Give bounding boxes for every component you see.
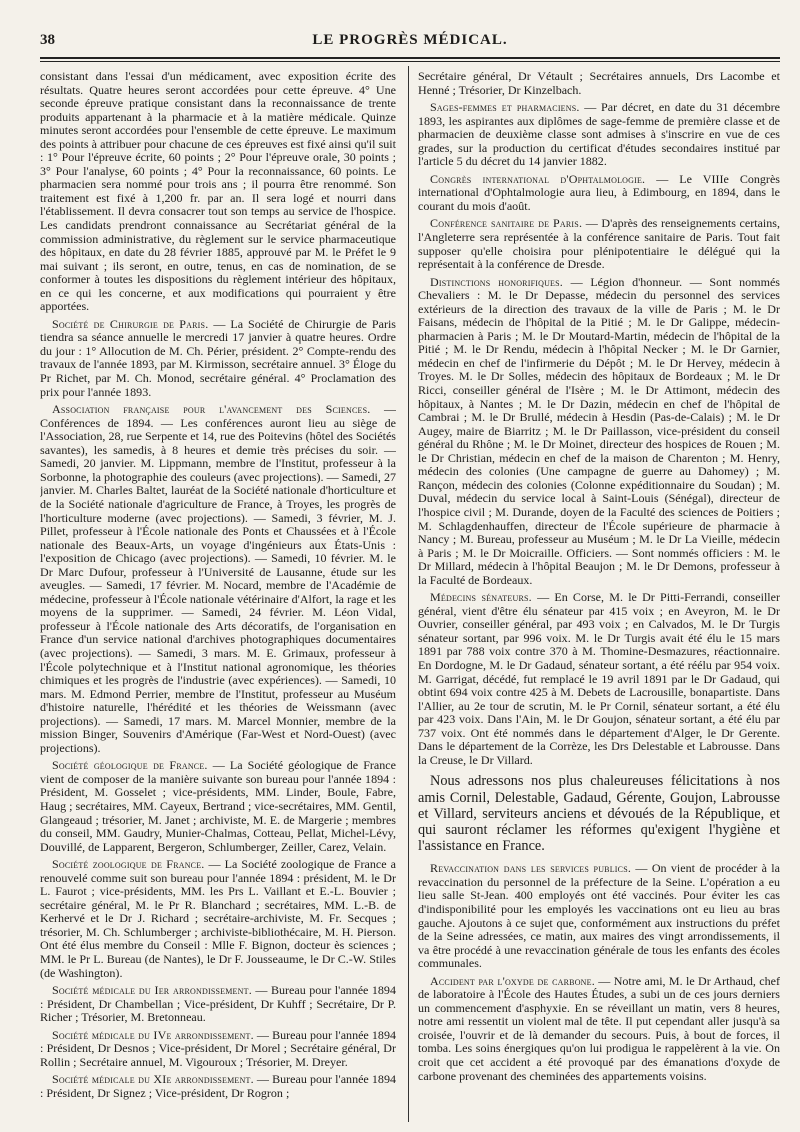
article-heading: Société médicale du XIe arrondissement. (52, 1072, 254, 1087)
column-divider (408, 66, 409, 1122)
article (418, 276, 780, 588)
article-body: — Bureau pour l'année 1894 : Président, Dr Chambellan ; Vice-président, Dr Kuhff ; Secrétaire, Dr P. Richer ; Trésorier, M. Bretonneau. (40, 983, 396, 1025)
article (40, 403, 396, 755)
article-heading: Sages-femmes et pharmaciens. (430, 100, 580, 115)
article-body: — Par décret, en date du 31 décembre 1893, les aspirantes aux diplômes de sage-femme de première classe et de pharmacien de deuxième classe sont admises à s'inscrire en vue de ces grades, sur la production du certificat d'études secondaires institué par l'article 5 du décret du 14 janvier 1882. (418, 100, 780, 169)
article (40, 70, 396, 314)
article-heading: Association française pour l'avancement des Sciences. (52, 402, 371, 417)
article (418, 70, 780, 97)
article-body: — Le VIIIe Congrès international d'Ophtalmologie aura lieu, à Edimbourg, en 1894, dans le courant du mois d'août. (418, 171, 780, 213)
article-body: — La Société géologique de France vient de composer de la manière suivante son bureau pour l'année 1894 : Président, M. Gosselet ; vice-présidents, MM. Linder, Boule, Fabre, Haug ; secrétaires, MM. Cayeux, Bertrand ; vice-secrétaires, MM. Gentil, Glangeaud ; trésorier, M. Janet ; archiviste, M. E. de Margerie ; membres du conseil, MM. Gaudry, Munier-Chalmas, Cotteau, Pellat, Michel-Lévy, Douvillé, de Lapparent, Bergeron, Schlumberger, Zeiller, Carez, Velain. (40, 758, 396, 854)
article (418, 173, 780, 214)
article-heading: Société médicale du Ier arrondissement. (52, 983, 252, 998)
article-heading: Société zoologique de France. (52, 857, 205, 872)
article-heading: Accident par l'oxyde de carbone. (430, 973, 595, 988)
article-heading: Distinctions honorifiques. (430, 274, 563, 289)
article-body: Nous adressons nos plus chaleureuses félicitations à nos amis Cornil, Delestable, Gadaud, Gérente, Goujon, Labrousse et Villard, serviteurs anciens et dévoués de la République, et qui sauront réclamer les réformes qu'exigent l'hygiène et l'assistance en France. (418, 773, 780, 855)
article (418, 975, 780, 1083)
right-column (418, 70, 780, 1120)
article (418, 217, 780, 271)
article-heading: Conférence sanitaire de Paris. (430, 216, 583, 231)
left-column (40, 70, 396, 1120)
article (418, 591, 780, 767)
article-body: — Bureau pour l'année 1894 : Président, Dr Desnos ; Vice-président, Dr Morel ; Secrétaire général, Dr Rollin ; Secrétaire annuel, M. Vigouroux ; Trésorier, M. Dreyer. (40, 1027, 396, 1069)
article-body: — Bureau pour l'année 1894 : Président, Dr Signez ; Vice-président, Dr Rogron ; (40, 1072, 396, 1100)
article (40, 1073, 396, 1100)
journal-title: LE PROGRÈS MÉDICAL. (312, 32, 508, 48)
article-body: — Conférences de 1894. — Les conférences auront lieu au siège de l'Association, 28, rue Serpente et 14, rue des Poitevins (hôtel des Sociétés savantes), les samedis, à 8 heures et demie très précises du soir. — Samedi, 20 janvier. M. Lippmann, membre de l'Institut, professeur à la Sorbonne, la photographie des couleurs (avec projections). — Samedi, 27 janvier. M. Charles Baltet, lauréat de la Société nationale d'horticulture et de la Société nationale d'agriculture de France, à Troyes, les progrès de l'horticulture moderne (avec projections). — Samedi, 3 février, M. J. Pillet, professeur à l'École nationale des Ponts et Chaussées et à l'École nationale des Beaux-Arts, un voyage d'ingénieurs aux États-Unis : l'exposition de Chicago (avec projections). — Samedi, 10 février. M. le Dr Marc Dufour, professeur à l'Université de Lausanne, étude sur les aveugles. — Samedi, 17 février. M. Nocard, membre de l'Académie de médecine, professeur à l'École nationale vétérinaire d'Alfort, la rage et les moyens de la supprimer. — Samedi, 24 février. M. Léon Vidal, professeur à l'École nationale des Arts décoratifs, de l'organisation en France d'un service national d'archives photographiques documentaires (avec projections). — Samedi, 3 mars. M. E. Grimaux, professeur à l'École polytechnique et à l'Institut national agronomique, les théories chimiques et les progrès de l'industrie (avec expériences). — Samedi, 10 mars. M. Edmond Perrier, membre de l'Institut, professeur au Muséum d'histoire naturelle, l'hérédité et les théories de Weissmann (avec projections). — Samedi, 17 mars. M. Marcel Monnier, membre de la mission Binger, Souvenirs d'Amérique (Far-West et Nord-Ouest) (avec projections). (40, 402, 396, 755)
header-rule-thin (40, 61, 780, 62)
article (418, 862, 780, 970)
article (40, 1029, 396, 1070)
article-heading: Revaccination dans les services publics. (430, 861, 632, 876)
article-body: — La Société zoologique de France a renouvelé comme suit son bureau pour l'année 1894 : président, M. le Dr L. Faurot ; vice-présidents, MM. les Prs L. Vaillant et E.-L. Bouvier ; secrétaire général, M. le Pr R. Blanchard ; secrétaires, MM. L.-B. de Kerhervé et le Dr J. Richard ; secrétaire-archiviste, M. Fr. Secques ; trésorier, M. Ch. Schlumberger ; archiviste-bibliothécaire, M. H. Pierson. Ont été élus membre du Conseil : Mlle F. Bignon, docteur ès sciences ; MM. le Pr L. Bureau (de Nantes), le Dr F. Jousseaume, le Dr C.-W. Stiles (de Washington). (40, 857, 396, 980)
article-heading: Société géologique de France. (52, 758, 208, 773)
article-body: — Légion d'honneur. — Sont nommés Chevaliers : M. le Dr Depasse, médecin du personnel des services extérieurs de la direction des travaux de la ville de Paris ; M. le Dr Faisans, médecin de l'hôpital de la Pitié ; M. le Dr Galippe, médecin-pharmacien à Paris ; M. le Dr Moutard-Martin, médecin de l'hôpital de la Pitié ; M. le Dr Rendu, médecin à l'hôpital Necker ; M. le Dr Garnier, médecin en chef de l'infirmerie du Dépôt ; M. le Dr Hervey, médecin à Troyes. M. le Dr Solles, médecin des hôpitaux de Bordeaux ; M. le Dr Ricci, conseiller général de l'Isère ; M. le Dr Attimont, médecin des hôpitaux, à Nantes ; M. le Dr Dazin, médecin en chef de l'hôpital de Cambrai ; M. le Dr Brullé, médecin à Hesdin (Pas-de-Calais) ; M. le Dr Augey, maire de Biarritz ; M. le Dr Paillasson, vice-président du conseil général du Rhône ; M. le Dr Moinet, directeur des hospices de Rouen ; M. le Dr Christian, médecin en chef de la maison de Charenton ; M. Henry, médecin des colonies (Une campagne de guerre au Dahomey) ; M. Rançon, médecin des colonies (Colonne expéditionnaire du Soudan) ; M. Duval, médecin du service local à Saint-Louis (Sénégal), directeur de l'hospice civil ; M. Durande, doyen de la Faculté des sciences de Poitiers ; M. Schlagdenhauffen, directeur de l'École supérieure de pharmacie à Nancy ; M. Bureau, professeur au Muséum ; M. le Dr La Vieille, médecin à Paris ; M. le Dr Moicraille. Officiers. — Sont nommés officiers : M. le Dr Millard, médecin à l'hôpital Beaujon ; M. le Dr Demons, professeur à la Faculté de Bordeaux. (418, 274, 780, 587)
article-body: Secrétaire général, Dr Vétault ; Secrétaires annuels, Drs Lacombe et Henné ; Trésorier, Dr Kinzelbach. (418, 70, 780, 97)
editorial-notice (418, 773, 780, 854)
article-heading: Société médicale du IVe arrondissement. (52, 1027, 254, 1042)
article (40, 858, 396, 980)
page-number: 38 (40, 32, 55, 48)
article-body: — On vient de procéder à la revaccination du personnel de la préfecture de la Seine. L'opération a eu lieu salle St-Jean. 400 employés ont été vaccinés. Pour éviter les cas d'indisponibilité pour les employés les vaccinations ont eu lieu au bras gauche. Ajoutons à ce sujet que, conformément aux instructions du préfet de la Seine adressées, ce matin, aux maires des vingt arrondissements, il va être procédé à une revaccination générale de tous les enfants des écoles communales. (418, 861, 780, 971)
article (418, 101, 780, 169)
article-body: consistant dans l'essai d'un médicament, avec exposition écrite des résultats. Quatre heures seront accordées pour cette épreuve. 4° Une seconde épreuve pratique consistant dans la reconnaissance de trente produits appartenant à la pharmacie et à la matière médicale. Quinze minutes seront accordées pour l'ensemble de cette épreuve. Le maximum des points à attribuer pour chacune de ces épreuves est fixé ainsi qu'il suit : 1° Pour l'épreuve écrite, 60 points ; 2° Pour l'épreuve orale, 30 points ; 3° Pour l'analyse, 60 points ; 4° Pour la reconnaissance, 60 points. Le pharmacien sera nommé pour trois ans ; il pourra être renommé. Son traitement est fixé à 1,200 fr. par an. Il sera logé et nourri dans l'établissement. Il devra consacrer tout son temps au service de l'hospice. Les candidats prendront connaissance au Secrétariat général de la commission administrative, du règlement sur le service pharmaceutique des hôpitaux, en date du 28 février 1885, approuvé par M. le Préfet le 9 mai suivant ; ils seront, en outre, tenus, en cas de nomination, de se conformer à toutes les dispositions du règlement intérieur des hôpitaux, en ce qui les concerne, et aux modifications qui pourraient y être apportées. (40, 70, 396, 314)
article-body: — En Corse, M. le Dr Pitti-Ferrandi, conseiller général, vient d'être élu sénateur par 415 voix ; en Aveyron, M. le Dr Ouvrier, conseiller général, par 493 voix ; en Calvados, M. le Dr Turgis sénateur sortant, par 996 voix. M. le Dr Turgis avait été élu le 15 mars 1891 par 788 voix contre 370 à M. Thomine-Desmazures, réactionnaire. En Dordogne, M. le Dr Gadaud, sénateur sortant, a été réélu par 954 voix. M. Garrigat, décédé, fut remplacé le 19 avril 1891 par le Dr Gadaud, qui obtint 694 voix contre 425 à M. Debets de Lacrousille, bonapartiste. Dans l'Allier, au 2e tour de scrutin, M. le Pr Cornil, sénateur sortant, a été élu par 423 voix. Dans l'Ain, M. le Dr Goujon, sénateur sortant, a été élu par 737 voix. Ont été nommés dans le département d'Alger, le Dr Gerente. Dans le département de la Corrèze, les Drs Delestable et Labrousse. Dans la Creuse, le Dr Villard. (418, 590, 780, 767)
article (40, 984, 396, 1025)
article (40, 759, 396, 854)
article-body: — D'après des renseignements certains, l'Angleterre sera représentée à la conférence sanitaire de Paris. Tout fait supposer qu'elle choisira pour plénipotentiaire le délégué qui la représentait à la conférence de Dresde. (418, 216, 780, 272)
article-body: — La Société de Chirurgie de Paris tiendra sa séance annuelle le mercredi 17 janvier à quatre heures. Ordre du jour : 1° Allocution de M. Ch. Périer, président. 2° Compte-rendu des travaux de l'année 1893, par M. Kirmisson, secrétaire annuel. 3° Éloge du Pr Richet, par M. Ch. Monod, secrétaire général. 4° Proclamation des prix pour l'année 1893. (40, 316, 396, 399)
article-heading: Congrès international d'Ophtalmologie. (430, 171, 646, 186)
running-header (40, 30, 780, 54)
article-body: — Notre ami, M. le Dr Arthaud, chef de laboratoire à l'École des Hautes Études, a subi un de ces jours derniers un commencement d'asphyxie. En se réveillant un matin, vers 8 heures, notre ami ressentit un violent mal de tête. Il put cependant aller jusqu'à sa croisée, l'ouvrir et de là demander du secours. Puis, à bout de forces, il tomba. Les soins énergiques qu'on lui prodigua le rappelèrent à la vie. On croit que cet accident a été provoqué par des émanations d'oxyde de carbone provenant des cheminées des appartements voisins. (418, 973, 780, 1083)
article (40, 318, 396, 399)
article-heading: Société de Chirurgie de Paris. (52, 316, 209, 331)
header-rule (40, 57, 780, 59)
article-heading: Médecins sénateurs. (430, 590, 532, 605)
